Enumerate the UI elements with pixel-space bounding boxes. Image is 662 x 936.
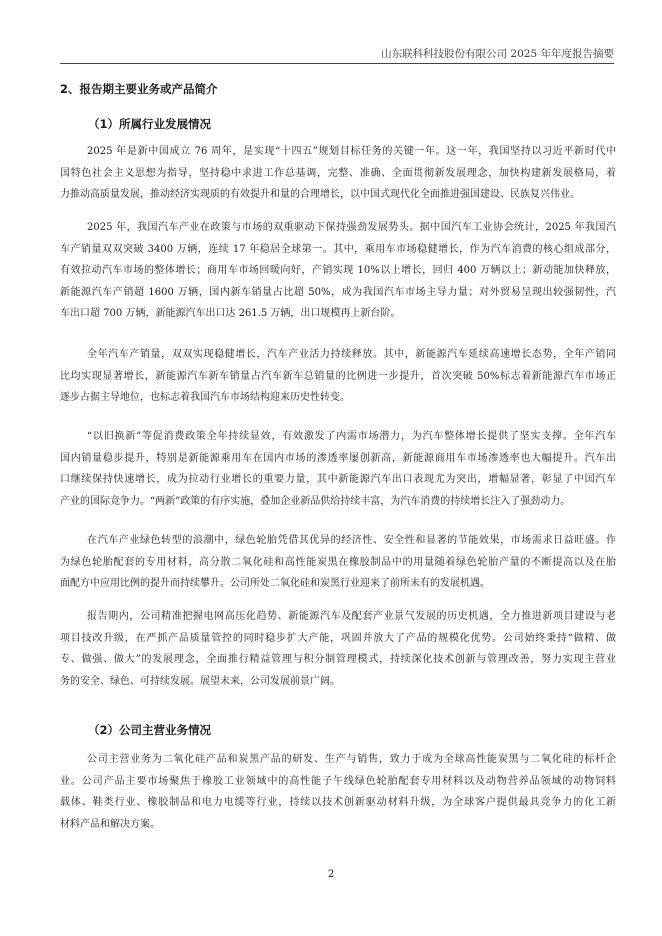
section-title: 2、报告期主要业务或产品简介 xyxy=(60,82,218,96)
report-header-title: 山东联科科技股份有限公司 2025 年年度报告摘要 xyxy=(381,48,614,60)
text-line: 国特色社会主义思想为指导，坚持稳中求进工作总基调，完整、准确、全面贯彻新发展理念，加快构建新发展格局，着 xyxy=(60,167,616,179)
paragraph-industry-5 xyxy=(60,530,616,595)
text-line: 公司主营业务为二氧化硅产品和炭黑产品的研发、生产与销售，致力于成为全球高性能炭黑与二氧化硅的标杆企 xyxy=(87,754,616,765)
text-line: 有效拉动汽车市场的整体增长；商用车市场回暖向好，产销实现 10%以上增长，回归 400 万辆以上；新动能加快释放， xyxy=(60,265,616,277)
paragraph-industry-1 xyxy=(60,141,616,206)
text-line: 2025 年，我国汽车产业在政策与市场的双重驱动下保持强劲发展势头。据中国汽车工业协会统计，2025 年我国汽 xyxy=(87,222,616,233)
text-line: 产业的国际竞争力。“两新”政策的有序实施，叠加企业新品供给持续丰富，为汽车消费的持续增长注入了强劲动力。 xyxy=(60,495,571,507)
text-line: 务的安全、绿色、可持续发展。展望未来，公司发展前景广阔。 xyxy=(60,675,340,687)
page-number: 2 xyxy=(327,869,335,880)
text-line: 项目技改升级，在严抓产品质量管控的同时稳步扩大产能，巩固并放大了产品的规模化优势。公司始终秉持“做精、做 xyxy=(60,632,616,644)
paragraph-industry-6 xyxy=(60,606,616,692)
paragraph-industry-2 xyxy=(60,217,616,325)
text-line: 新能源汽车产销超 1600 万辆，国内新车销量占比超 50%，成为我国汽车市场主导力量；对外贸易呈现出较强韧性，汽 xyxy=(60,286,616,298)
text-line: 材料产品和解决方案。 xyxy=(60,818,160,830)
text-line: 面配方中应用比例的提升而持续攀升。公司所处二氧化硅和炭黑行业迎来了前所未有的发展机遇。 xyxy=(60,578,490,590)
text-line: “以旧换新”等促消费政策全年持续显效，有效激发了内需市场潜力，为汽车整体增长提供了坚实支撑。全年汽车 xyxy=(87,431,616,442)
text-line: 专、做强、做大”的发展理念，全面推行精益管理与积分制管理模式，持续深化技术创新与管理改善，努力实现主营业 xyxy=(60,654,616,666)
subsection-title-business: （2）公司主营业务情况 xyxy=(88,723,212,737)
text-line: 载体、鞋类行业、橡胶制品和电力电缆等行业，持续以技术创新驱动材料升级，为全球客户提供最具竞争力的化工新 xyxy=(60,797,616,809)
text-line: 在汽车产业绿色转型的浪潮中，绿色轮胎凭借其优异的经济性、安全性和显著的节能效果，市场需求日益旺盛。作 xyxy=(87,535,616,546)
paragraph-industry-4 xyxy=(60,426,616,512)
text-line: 车产销量双双突破 3400 万辆，连续 17 年稳居全球第一。其中，乘用车市场稳健增长，作为汽车消费的核心组成部分， xyxy=(60,243,616,255)
text-line: 口继续保持快速增长，成为拉动行业增长的重要力量，其中新能源汽车出口表现尤为突出，增幅显著，彰显了中国汽车 xyxy=(60,474,616,486)
text-line: 为绿色轮胎配套的专用材料，高分散二氧化硅和高性能炭黑在橡胶制品中的用量随着绿色轮胎产量的不断提高以及在胎 xyxy=(60,556,616,568)
paragraph-industry-3 xyxy=(60,344,616,409)
text-line: 车出口超 700 万辆，新能源汽车出口达 261.5 万辆，出口规模再上新台阶。 xyxy=(60,308,401,320)
text-line: 报告期内，公司精准把握电网高压化趋势、新能源汽车及配套产业景气发展的历史机遇，全力推进新项目建设与老 xyxy=(87,611,616,622)
text-line: 业。公司产品主要市场聚焦于橡胶工业领域中的高性能子午线绿色轮胎配套专用材料以及动物营养品领域的动物饲料 xyxy=(60,775,616,787)
text-line: 国内销量稳步提升，特别是新能源乘用车在国内市场的渗透率屡创新高，新能源商用车市场渗透率也大幅提升。汽车出 xyxy=(60,452,616,464)
text-line: 比均实现显著增长，新能源汽车新车销量占汽车新车总销量的比例进一步提升，首次突破 50%标志着新能源汽车市场正 xyxy=(60,370,616,382)
subsection-title-industry: （1）所属行业发展情况 xyxy=(88,117,212,131)
paragraph-business-1 xyxy=(60,749,616,835)
text-line: 全年汽车产销量，双双实现稳健增长，汽车产业活力持续释放。其中，新能源汽车延续高速增长态势，全年产销同 xyxy=(87,349,616,360)
header-divider xyxy=(60,63,614,64)
text-line: 2025 年是新中国成立 76 周年，是实现“十四五”规划目标任务的关键一年。这一年，我国坚持以习近平新时代中 xyxy=(87,146,616,157)
text-line: 逐步占据主导地位，也标志着我国汽车市场结构迎来历史性转变。 xyxy=(60,392,350,404)
text-line: 力推动高质量发展，推动经济实现质的有效提升和量的合理增长，以中国式现代化全面推进强国建设、民族复兴伟业。 xyxy=(60,189,580,201)
